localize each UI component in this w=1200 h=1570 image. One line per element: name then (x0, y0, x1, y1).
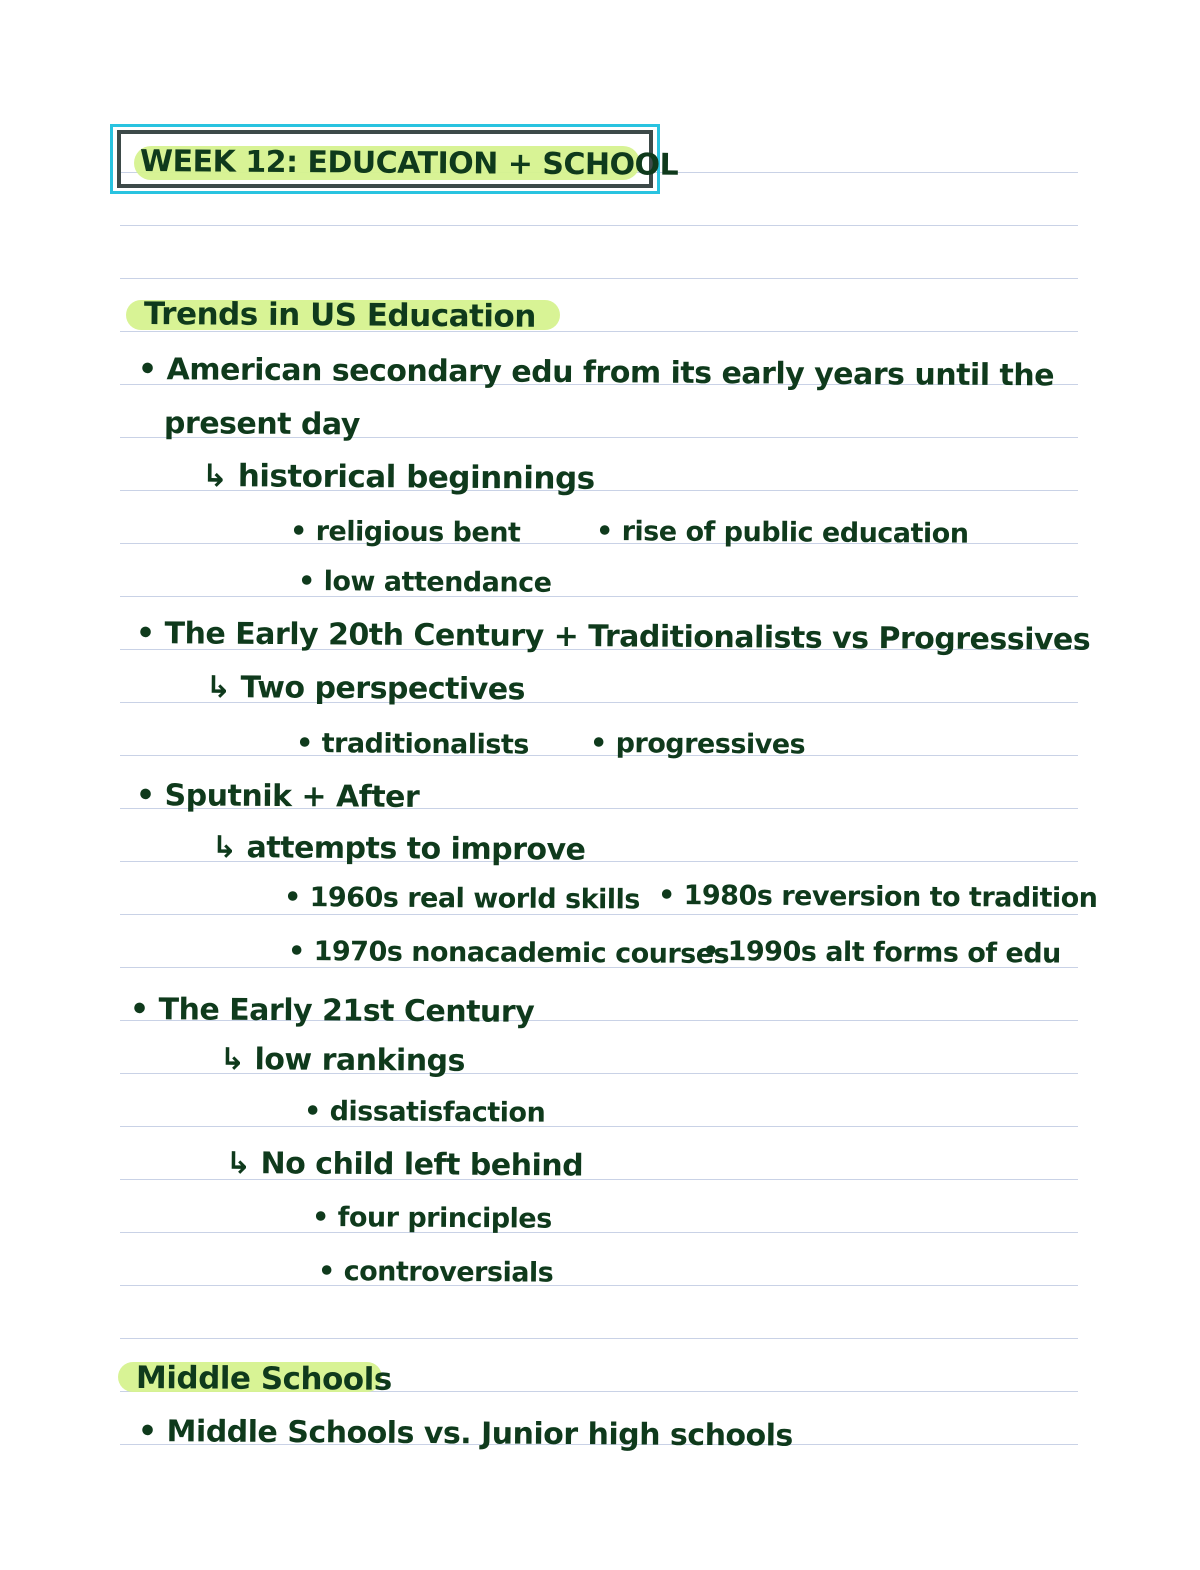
ruled-line (120, 1338, 1078, 1339)
sub-bullet: • 1970s nonacademic courses (287, 936, 730, 971)
bullet-line: • American secondary edu from its early years until the (137, 352, 1055, 394)
sub-bullet: • 1960s real world skills (283, 882, 641, 916)
sub-bullet: • 1980s reversion to tradition (657, 880, 1098, 915)
bullet-line: • The Early 20th Century + Traditionalists vs Progressives (135, 616, 1091, 658)
sub-bullet: • dissatisfaction (303, 1096, 546, 1129)
ruled-line (120, 1232, 1078, 1233)
bullet-line-cont: present day (163, 406, 360, 443)
sub-arrow-line: ↳ Two perspectives (205, 670, 526, 708)
sub-arrow-line: ↳ No child left behind (225, 1146, 584, 1184)
sub-bullet: • progressives (589, 728, 806, 761)
section-heading-trends: Trends in US Education (143, 296, 537, 335)
sub-bullet: • rise of public education (595, 516, 969, 550)
sub-bullet: • traditionalists (295, 728, 530, 761)
bullet-line: • Middle Schools vs. Junior high schools (137, 1414, 793, 1454)
ruled-line (120, 1126, 1078, 1127)
ruled-line (120, 225, 1078, 226)
page-title: WEEK 12: EDUCATION + SCHOOL (139, 144, 679, 183)
section-heading-middle: Middle Schools (135, 1360, 392, 1398)
sub-bullet: • religious bent (289, 516, 521, 549)
sub-bullet: • four principles (311, 1202, 552, 1235)
bullet-line: • Sputnik + After (135, 778, 420, 815)
ruled-line (120, 596, 1078, 597)
sub-bullet: • 1990s alt forms of edu (701, 936, 1061, 970)
sub-arrow-line: ↳ low rankings (219, 1042, 466, 1079)
sub-arrow-line: ↳ attempts to improve (211, 830, 586, 868)
sub-arrow-line: ↳ historical beginnings (201, 458, 595, 497)
bullet-line: • The Early 21st Century (129, 992, 535, 1030)
sub-bullet: • low attendance (297, 566, 552, 599)
sub-bullet: • controversials (317, 1256, 554, 1289)
ruled-line (120, 1285, 1078, 1286)
ruled-line (120, 278, 1078, 279)
